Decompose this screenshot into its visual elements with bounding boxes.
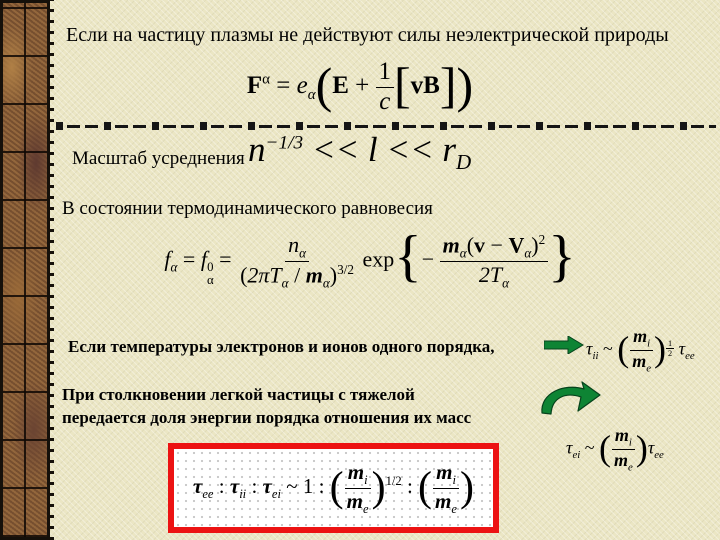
collision-line-1: При столкновении легкой частицы с тяжелой: [62, 385, 415, 404]
mi-sym: m: [633, 326, 648, 346]
me-4: [432, 489, 460, 517]
open-bracket: [: [394, 56, 411, 113]
me-2: [611, 450, 636, 474]
me-sym: m: [632, 351, 647, 371]
colon-1: :: [213, 473, 230, 498]
minus-2: −: [485, 232, 509, 258]
vector-F: F: [246, 71, 263, 99]
temperatures-line: Если температуры электронов и ионов одного порядка,: [68, 337, 495, 356]
r-tau-ei: τ: [262, 473, 272, 498]
maxwell-distribution-formula: [120, 224, 620, 291]
equals: =: [276, 71, 291, 99]
density-numerator: [285, 232, 309, 262]
sim-3: ~: [280, 473, 303, 498]
me-sym-4: m: [435, 488, 452, 513]
m-alpha: m: [442, 232, 460, 258]
me-sub-2: e: [628, 461, 633, 474]
alpha-sub: α: [307, 86, 316, 103]
close-paren-5: ): [459, 464, 474, 511]
exponent-numerator: [440, 232, 549, 262]
r-tau-ii: τ: [229, 473, 240, 498]
tau-ii-sub: ii: [592, 350, 599, 363]
dashed-separator: [56, 122, 716, 130]
vector-E: E: [332, 71, 349, 99]
me-sub-3: e: [363, 501, 369, 516]
me-sub-4: e: [451, 501, 457, 516]
tau-ee-sub-2: ee: [654, 449, 664, 462]
me-sub: e: [646, 362, 652, 375]
density-denominator: [237, 262, 357, 291]
sim: ~: [602, 338, 613, 359]
open-paren-4: (: [329, 464, 344, 511]
m-sub: α: [322, 275, 330, 291]
slide-title: Если на частицу плазмы не действуют силы неэлектрической природы: [66, 24, 669, 46]
exponent-denominator: [476, 262, 512, 291]
zero-sup: 0: [207, 259, 214, 274]
vector-v: v: [474, 232, 486, 258]
n-sym: n: [288, 232, 300, 257]
n-density: n: [248, 130, 266, 169]
mi-3: [345, 460, 371, 489]
much-less-1: <<: [311, 130, 360, 169]
dp-open: (: [240, 261, 248, 287]
green-curved-arrow-icon: [538, 381, 604, 430]
m-alpha-sub: α: [459, 245, 467, 261]
tau-ratio-formula: [193, 460, 474, 516]
half-den: 2: [668, 349, 673, 359]
mi-sub-3: i: [364, 473, 368, 488]
decorative-left-border: [0, 0, 50, 540]
slash: /: [288, 261, 306, 287]
n-exponent: −1/3: [265, 132, 304, 154]
vB-cross: vB: [410, 71, 440, 99]
three-halves: 3/2: [337, 261, 354, 277]
equals-1: =: [182, 246, 196, 272]
close-paren: ): [456, 56, 474, 113]
much-less-2: <<: [386, 130, 434, 169]
mi-4: [433, 460, 459, 489]
mass-ratio-frac-3: [344, 460, 372, 516]
two-T: 2T: [478, 261, 503, 287]
averaging-scale-formula: [248, 130, 471, 175]
mi-sub-4: i: [452, 473, 456, 488]
close-paren-3: ): [635, 428, 648, 469]
mi-sym-4: m: [436, 459, 453, 484]
f-alpha-sub: α: [170, 259, 178, 275]
mass-ratio-frac-2: [611, 425, 636, 474]
mean-free-path: l: [367, 130, 378, 169]
open-paren-2: (: [617, 329, 630, 370]
debye-sub: D: [455, 150, 472, 174]
colon-3: :: [313, 473, 330, 498]
denominator: c: [379, 87, 391, 115]
two-pi-T: 2πT: [247, 261, 282, 287]
me: [629, 351, 654, 375]
collision-lines: [62, 383, 542, 429]
mass-ratio-frac: [629, 326, 654, 375]
mi-sym-2: m: [614, 425, 629, 445]
mi-sub-2: i: [628, 436, 632, 449]
one: 1: [302, 473, 314, 498]
n-sub: α: [299, 245, 306, 261]
plus: +: [355, 71, 370, 99]
dp-close: ): [329, 261, 338, 287]
half-exponent: [666, 339, 674, 359]
V-sub: α: [524, 245, 532, 261]
alpha-sub2: α: [206, 273, 214, 288]
half-num: 1: [668, 338, 673, 348]
r-tau-ee: τ: [193, 473, 203, 498]
close-paren-2: ): [654, 329, 667, 370]
mass-ratio-frac-4: [432, 460, 460, 516]
exponent-fraction: [440, 232, 549, 290]
vp-close: ): [531, 232, 539, 258]
f-alpha-0-scripts: [207, 261, 214, 288]
half-exp-inline: 1/2: [385, 473, 402, 488]
tau-ei-sub: ei: [572, 449, 581, 462]
mi: [630, 326, 653, 351]
alpha-sup: α: [262, 71, 270, 88]
mi-2: [612, 425, 635, 450]
open-brace: {: [394, 224, 422, 288]
numerator: 1: [376, 58, 395, 88]
me-sym-3: m: [346, 488, 364, 513]
r-tau-ee-sub: ee: [202, 487, 214, 501]
tau-ii: τ: [586, 338, 593, 359]
mass-m: m: [305, 261, 323, 287]
close-bracket: ]: [439, 56, 457, 113]
green-arrow-icon: [544, 336, 584, 359]
lorentz-force-formula: [200, 58, 520, 117]
mi-sub: i: [647, 337, 651, 350]
sim-2: ~: [584, 437, 595, 458]
decorative-border-ticks: [50, 0, 54, 540]
equilibrium-line: В состоянии термодинамического равновесия: [62, 198, 433, 219]
equals-2: =: [219, 246, 232, 272]
mi-sym-3: m: [347, 459, 365, 484]
vp-open: (: [466, 232, 475, 258]
tau-ee-sub: ee: [685, 350, 695, 363]
tau-ee: τ: [678, 338, 686, 359]
squared: 2: [538, 232, 546, 247]
close-brace: }: [548, 224, 576, 288]
r-tau-ii-sub: ii: [239, 487, 247, 501]
colon-2: :: [246, 473, 263, 498]
exp-operator: exp: [362, 246, 395, 272]
collision-line-2: передается доля энергии порядка отношения их масс: [62, 408, 472, 427]
minus-sign: −: [421, 246, 435, 272]
close-paren-4: ): [371, 464, 386, 511]
open-paren-3: (: [599, 428, 611, 469]
tau-ee-2: τ: [647, 437, 655, 458]
me-sym-2: m: [614, 450, 629, 470]
open-paren-5: (: [418, 464, 433, 511]
tau-ii-formula: [586, 326, 695, 375]
charge-e: e: [296, 71, 308, 99]
T-sub: α: [281, 275, 289, 291]
vector-V: V: [508, 232, 525, 258]
debye-radius: r: [442, 130, 456, 169]
averaging-scale-label: Масштаб усреднения: [72, 148, 245, 169]
open-paren: (: [315, 56, 333, 113]
tau-ei-formula: [566, 425, 664, 474]
one-over-c: [376, 58, 395, 117]
r-tau-ei-sub: ei: [271, 487, 281, 501]
f-alpha: f: [164, 246, 171, 272]
colon-4: :: [401, 473, 419, 498]
density-fraction: [237, 232, 357, 290]
f-alpha-0: f: [200, 246, 207, 272]
highlighted-result-box: [168, 443, 499, 533]
two-T-sub: α: [502, 275, 509, 291]
me-3: [344, 489, 372, 517]
tau-ei: τ: [566, 437, 573, 458]
